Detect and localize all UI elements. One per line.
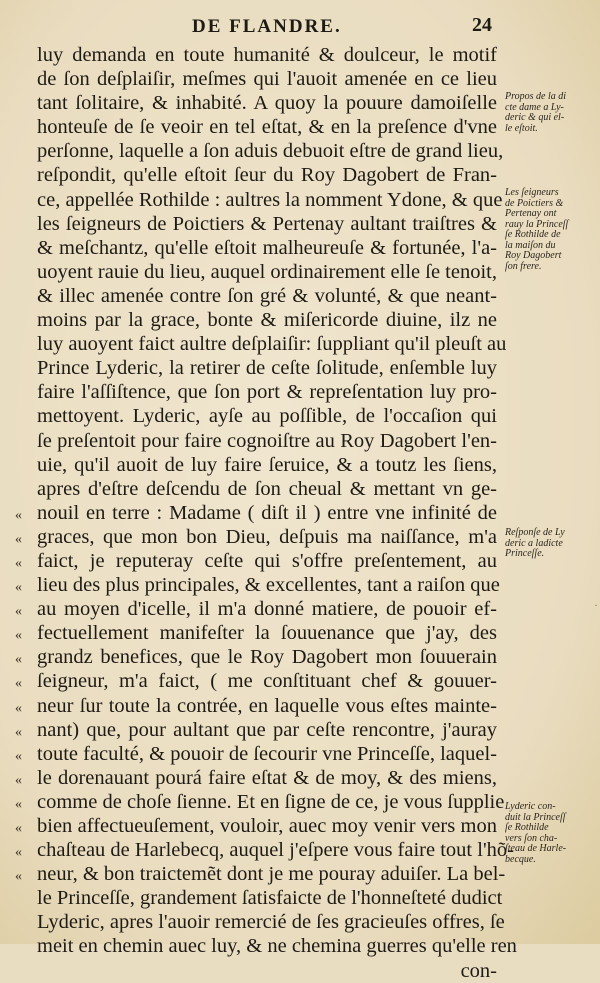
line-text: Lyderic, apres l'auoir remercié de ſes gracieuſes offres, ſe xyxy=(37,911,505,934)
quote-marker: « xyxy=(15,652,22,668)
text-line xyxy=(15,669,497,693)
margin-note-line: cte dame a Ly- xyxy=(505,101,564,113)
text-line xyxy=(37,284,497,308)
quote-marker: « xyxy=(15,507,22,523)
quote-marker: « xyxy=(15,676,22,692)
text-line xyxy=(37,332,507,356)
text-line xyxy=(15,645,497,669)
margin-note-line: Propos de la di xyxy=(505,91,567,102)
quote-marker: « xyxy=(15,772,22,788)
margin-note-line: ſe Rothilde de xyxy=(505,229,561,240)
line-text: le dorenauant pourá faire eſtat & de moy, & des miens, xyxy=(37,766,497,789)
line-text: toute faculté, & pouoir de ſecourir vne Princeſſe, laquel- xyxy=(37,742,497,765)
line-text: luy demanda en toute humanité & doulceur, le motif xyxy=(37,44,497,66)
margin-note-3 xyxy=(505,528,585,560)
text-line xyxy=(37,308,497,332)
quote-marker: « xyxy=(15,580,22,596)
text-line xyxy=(37,959,497,983)
text-line xyxy=(37,188,503,212)
body-text xyxy=(15,43,517,983)
margin-note-line: vers ſon cha- xyxy=(505,832,558,844)
margin-note-line: rauy la Princeſſ xyxy=(505,218,569,230)
line-text: luy auoyent faict aultre deſplaiſir: ſuppliant qu'il pleuſt au xyxy=(37,333,507,356)
text-line xyxy=(15,742,497,766)
line-text: neur, & bon traictemẽt dont je me pouray aduiſer. La bel- xyxy=(37,863,506,886)
text-line xyxy=(37,910,505,934)
line-text: ce, appellée Rothilde : aultres la nomment Ydone, & que xyxy=(37,188,503,211)
line-text: moins par la grace, bonte & miſericorde diuine, ilz ne xyxy=(37,309,497,332)
margin-note-line: duit la Princeſſ xyxy=(505,811,566,823)
page-speck: · xyxy=(594,598,598,612)
line-text: & meſchantz, qu'elle eſtoit malheureuſe & fortunée, l'a- xyxy=(37,236,497,259)
margin-note-line: deric a ladicte xyxy=(505,537,563,549)
text-line xyxy=(37,212,497,236)
quote-marker: « xyxy=(15,724,22,740)
line-text: honteuſe de ſe veoir en tel eſtat, & en la preſence d'vne xyxy=(37,116,497,139)
quote-marker: « xyxy=(15,700,22,716)
line-text: bien affectueuſement, vouloir, auec moy venir vers mon xyxy=(37,815,497,837)
line-text: neur ſur toute la contrée, en laquelle vous eſtes mainte- xyxy=(37,694,497,717)
margin-note-line: ſe Rothilde xyxy=(505,822,549,833)
line-text: ſeigneur, m'a faict, ( me conſtituant chef & gouuer- xyxy=(37,670,497,693)
line-text: comme de choſe ſienne. Et en ſigne de ce, je vous ſupplie xyxy=(37,790,505,813)
text-line xyxy=(37,67,497,91)
quote-marker: « xyxy=(15,604,22,620)
margin-note-2 xyxy=(505,188,585,272)
line-text: grandz benefices, que le Roy Dagobert mon ſouuerain xyxy=(37,646,497,669)
margin-note-line: la maiſon du xyxy=(505,239,556,251)
quote-marker: « xyxy=(15,869,22,885)
margin-note-line: de Poictiers & xyxy=(505,197,564,209)
quote-marker: « xyxy=(15,748,22,764)
text-line xyxy=(37,163,497,187)
line-text: graces, que mon bon Dieu, deſpuis ma naiſſance, m'a xyxy=(37,525,497,548)
line-text: ſe preſentoit pour faire cognoiſtre au Roy Dagobert l'en- xyxy=(37,429,497,452)
line-text: apres d'eſtre deſcendu de ſon cheual & mettant vn ge- xyxy=(37,477,497,500)
text-line xyxy=(37,453,497,477)
line-text: les ſeigneurs de Poictiers & Pertenay aultant traiſtres & xyxy=(37,212,497,235)
line-text: nant) que, pour aultant que par ceſte rencontre, j'auray xyxy=(37,718,497,741)
text-line xyxy=(15,525,497,549)
running-title: DE FLANDRE. xyxy=(192,16,342,37)
quote-marker: « xyxy=(15,628,22,644)
line-text: Prince Lyderic, la retirer de ceſte ſolitude, enſemble luy xyxy=(37,357,497,380)
text-line xyxy=(37,380,497,404)
text-line xyxy=(15,790,505,814)
text-line xyxy=(37,91,497,115)
margin-note-line: Les ſeigneurs xyxy=(505,187,559,198)
margin-note-line: becque. xyxy=(505,853,536,865)
text-line xyxy=(37,115,497,139)
line-text: uoyent rauie du lieu, auquel ordinairement elle ſe tenoit, xyxy=(37,260,497,283)
line-text: tant ſolitaire, & inhabité. A quoy la pouure damoiſelle xyxy=(37,92,497,115)
text-line xyxy=(15,549,497,573)
text-line xyxy=(15,573,500,597)
quote-marker: « xyxy=(15,821,22,836)
text-line xyxy=(15,814,497,838)
text-line xyxy=(15,501,497,525)
page-number: 24 xyxy=(472,14,492,36)
text-line xyxy=(37,404,497,428)
text-line xyxy=(15,862,506,886)
margin-note-line: Princeſſe. xyxy=(505,548,545,559)
line-text: faire l'aſſiſtence, que ſon port & repreſentation luy pro- xyxy=(37,381,497,404)
text-line xyxy=(37,260,497,284)
text-line xyxy=(37,356,497,380)
line-text: lieu des plus principales, & excellentes, tant a raiſon que xyxy=(37,574,500,597)
line-text: uie, qu'il auoit de luy faire ſeruice, & a toutz les ſiens, xyxy=(37,453,497,476)
line-text: meit en chemin auec luy, & ne chemina guerres qu'elle ren xyxy=(37,935,517,958)
text-line xyxy=(15,621,497,645)
text-line xyxy=(15,838,514,862)
line-text: perſonne, laquelle a ſon aduis debuoit eſtre de grand lieu, xyxy=(37,140,504,163)
line-text: le Princeſſe, grandement ſatisfaicte de l'honneſteté dudict xyxy=(37,887,503,910)
line-text: & illec amenée contre ſon gré & volunté, & que neant- xyxy=(37,284,497,307)
margin-note-line: deric & qui el- xyxy=(505,112,565,123)
text-line xyxy=(37,236,497,260)
line-text: nouil en terre : Madame ( diſt il ) entre vne infinité de xyxy=(37,501,497,524)
margin-note-1 xyxy=(505,92,585,134)
text-line xyxy=(15,766,497,790)
text-line xyxy=(37,429,497,453)
margin-note-line: le eſtoit. xyxy=(505,122,538,134)
quote-marker: « xyxy=(15,555,22,571)
text-line xyxy=(37,886,503,910)
line-text: mettoyent. Lyderic, ayſe au poſſible, de l'occaſion qui xyxy=(37,405,497,428)
text-line xyxy=(37,477,497,501)
line-text: faict, je reputeray ceſte qui s'offre preſentement, au xyxy=(37,549,497,572)
text-line xyxy=(37,43,497,67)
line-text: au moyen d'icelle, il m'a donné matiere, de pouoir ef- xyxy=(37,598,497,621)
margin-note-line: Pertenay ont xyxy=(505,208,557,219)
line-text: de ſon deſplaiſir, meſmes qui l'auoit amenée en ce lieu xyxy=(37,68,497,91)
quote-marker: « xyxy=(15,796,22,812)
margin-note-4 xyxy=(505,802,585,865)
text-line xyxy=(15,694,497,718)
line-text: fectuellement manifeſter la ſouuenance que j'ay, des xyxy=(37,622,497,645)
margin-note-line: Reſponſe de Ly xyxy=(505,527,565,538)
line-text: chaſteau de Harlebecq, auquel j'eſpere vous faire tout l'hõ- xyxy=(37,839,514,862)
margin-note-line: ſteau de Harle- xyxy=(505,843,567,854)
quote-marker: « xyxy=(15,531,22,547)
margin-note-line: Lyderic con- xyxy=(505,801,556,812)
margin-note-line: Roy Dagobert xyxy=(505,250,562,261)
text-line xyxy=(37,139,504,163)
line-text: con- xyxy=(460,959,497,982)
line-text: reſpondit, qu'elle eſtoit ſeur du Roy Dagobert de Fran- xyxy=(37,164,497,187)
text-line xyxy=(37,934,517,958)
text-line xyxy=(15,597,497,621)
text-line xyxy=(15,718,497,742)
margin-note-line: ſon frere. xyxy=(505,260,542,272)
quote-marker: « xyxy=(15,845,22,861)
